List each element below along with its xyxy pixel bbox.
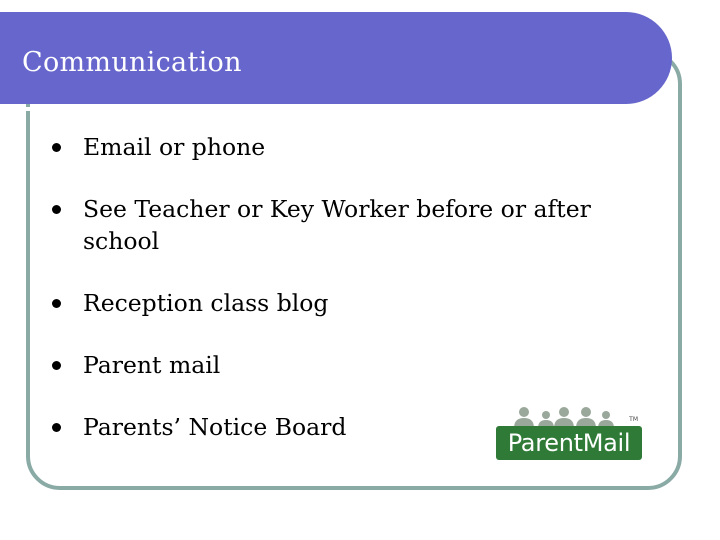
bullet-dot-icon: [52, 423, 61, 432]
bullet-dot-icon: [52, 143, 61, 152]
bullet-text: See Teacher or Key Worker before or after school: [83, 195, 591, 255]
parentmail-wordmark: ParentMail: [496, 426, 642, 460]
slide-title: Communication: [22, 47, 242, 78]
title-underline: [0, 107, 638, 111]
bullet-text: Reception class blog: [83, 289, 329, 317]
trademark-mark: TM: [629, 416, 638, 423]
bullet-text: Email or phone: [83, 133, 266, 161]
bullet-text: Parent mail: [83, 351, 221, 379]
bullet-item: [52, 131, 612, 163]
parentmail-logo: [496, 406, 644, 460]
bullet-item: [52, 349, 612, 381]
bullet-text: Parents’ Notice Board: [83, 413, 347, 441]
bullet-item: [52, 193, 612, 257]
bullet-list: [52, 131, 612, 443]
parent-figures-icon: [510, 406, 620, 428]
bullet-dot-icon: [52, 361, 61, 370]
bullet-dot-icon: [52, 205, 61, 214]
bullet-dot-icon: [52, 299, 61, 308]
bullet-item: [52, 287, 612, 319]
